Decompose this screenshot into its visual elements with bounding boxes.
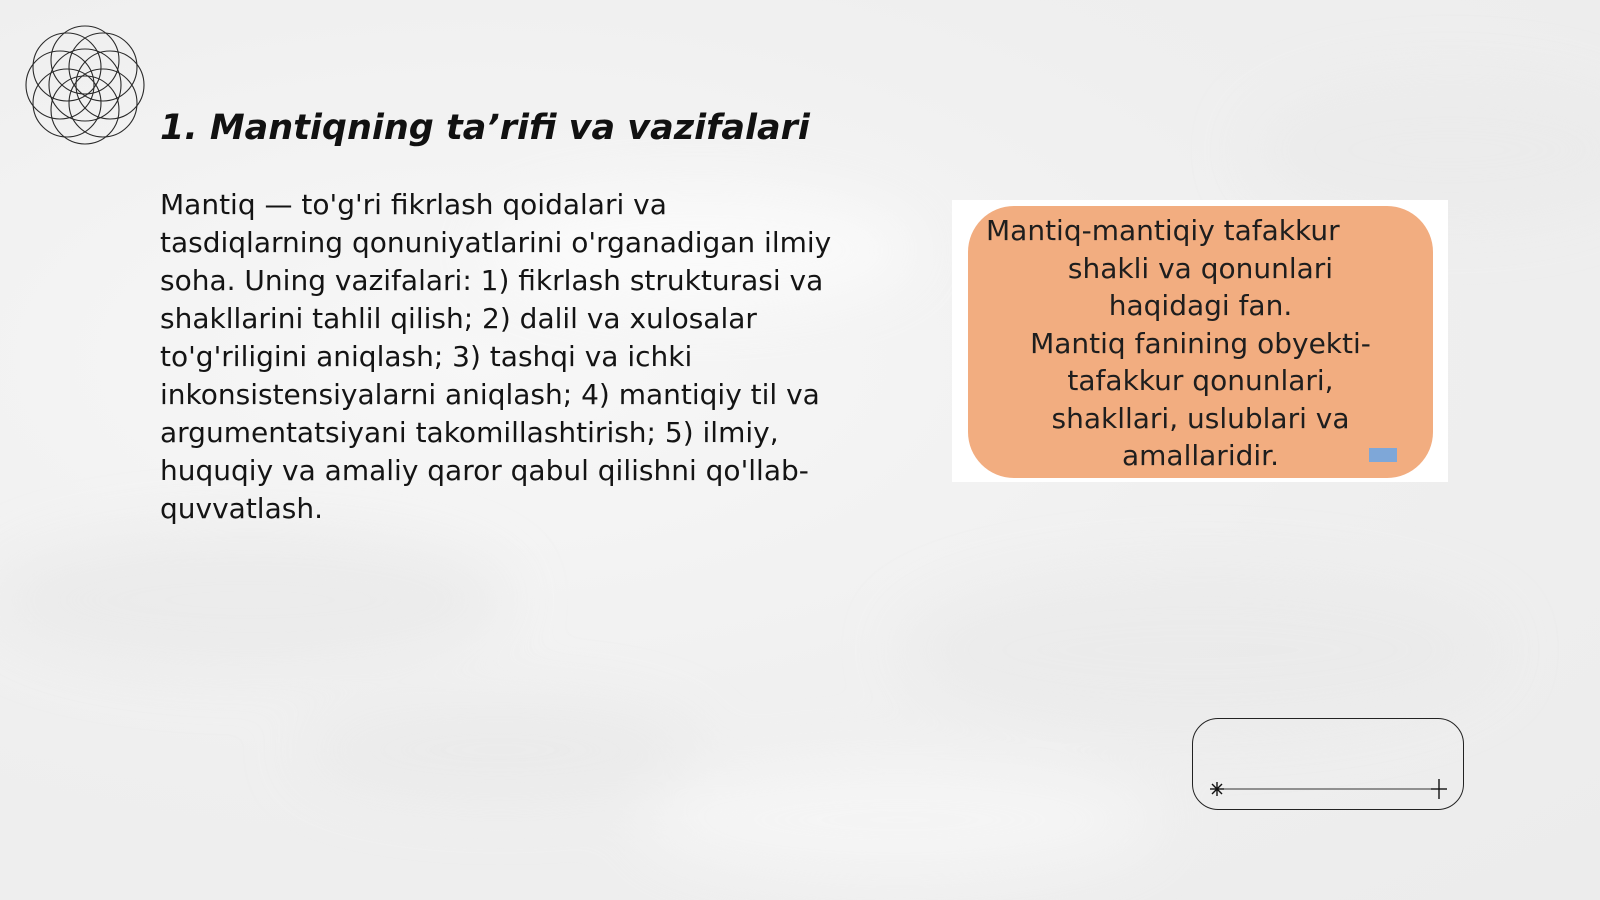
cross-icon bbox=[1431, 779, 1447, 799]
callout-line: shakli va qonunlari bbox=[1067, 251, 1334, 285]
circle-rosette-icon bbox=[10, 10, 160, 160]
callout-line: tafakkur qonunlari, bbox=[1067, 364, 1334, 397]
callout-line: Mantiq fanining obyekti- bbox=[1030, 326, 1371, 360]
starburst-icon bbox=[1210, 782, 1224, 796]
callout-marker bbox=[1369, 448, 1397, 462]
callout-line: amallaridir. bbox=[1122, 439, 1279, 472]
definition-callout bbox=[968, 206, 1433, 478]
body-paragraph: Mantiq — to'g'ri fikrlash qoidalari va tasdiqlarning qonuniyatlarini o'rganadigan ilmiy soha. Uning vazifalari: 1) fikrlash strukturasi va shakllarini tahlil qilish; 2) dalil va xulosalar to'g'riligini aniqlash; 3) tashqi va ichki inkonsistensiyalarni aniqlash; 4) mantiqiy til va argumentatsiyani takomillashtirish; 5) ilmiy, huquqiy va amaliy qaror qabul qilishni qo'llab-quvvatlash. bbox=[160, 188, 832, 525]
timeline-line bbox=[1193, 719, 1465, 811]
callout-line: shakllari, uslublari va bbox=[1051, 401, 1350, 435]
timeline-decoration bbox=[1192, 718, 1464, 810]
callout-line: Mantiq-mantiqiy tafakkur bbox=[986, 214, 1340, 247]
slide-title: 1. Mantiqning ta’rifi va vazifalari bbox=[160, 108, 810, 148]
callout-line: haqidagi fan. bbox=[1108, 289, 1293, 322]
